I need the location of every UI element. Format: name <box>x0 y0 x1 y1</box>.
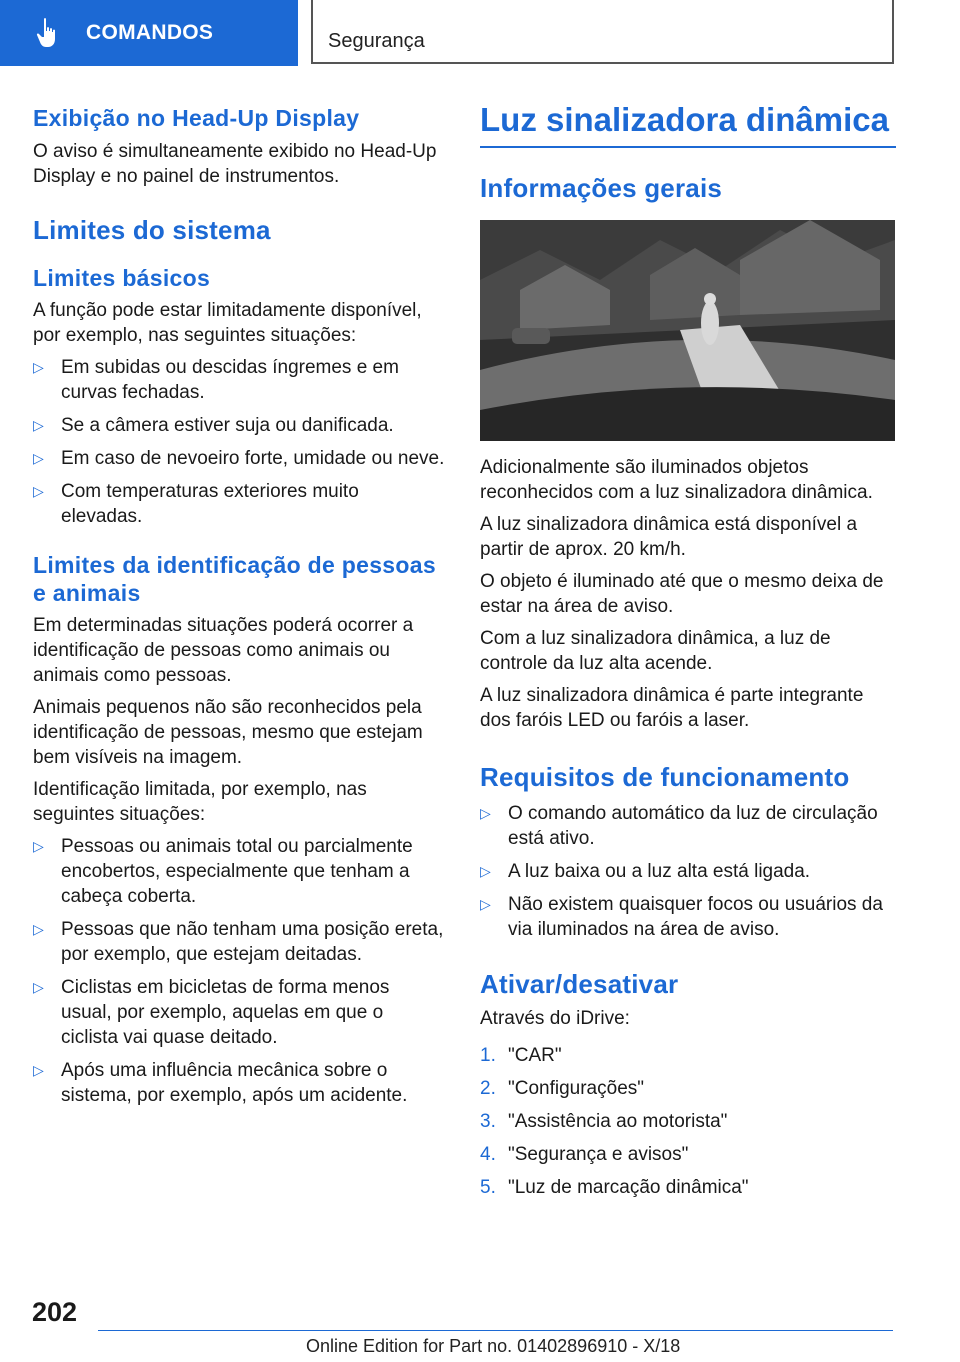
list-item: ▷ Pessoas que não tenham uma posição ereta, por exemplo, que estejam deitadas. <box>33 919 444 965</box>
basic-limits-list <box>33 355 445 529</box>
tab-comandos-label: COMANDOS <box>86 21 214 44</box>
list-item: 4. "Segurança e avisos" <box>480 1144 689 1165</box>
list-item: ▷ O comando automático da luz de circulação está ativo. <box>480 803 878 849</box>
paragraph-info-2: A luz sinalizadora dinâmica está disponível a partir de aprox. 20 km/h. <box>480 514 858 560</box>
heading-requirements: Requisitos de funcionamento <box>480 762 850 792</box>
paragraph-hud: O aviso é simultaneamente exibido no Head-Up Display e no painel de instrumentos. <box>33 141 437 187</box>
triangle-bullet-icon: ▷ <box>33 417 44 433</box>
activation-steps-list <box>480 1043 896 1200</box>
tab-comandos[interactable] <box>0 0 298 66</box>
list-item: ▷ Em caso de nevoeiro forte, umidade ou neve. <box>33 448 445 469</box>
paragraph-info-4: Com a luz sinalizadora dinâmica, a luz de controle da luz alta acende. <box>480 628 831 674</box>
page-number: 202 <box>32 1297 78 1327</box>
tab-seguranca[interactable] <box>311 0 894 64</box>
identification-limits-list <box>33 834 445 1108</box>
heading-basic-limits: Limites básicos <box>33 265 211 291</box>
list-item: 1. "CAR" <box>480 1045 562 1066</box>
heading-general-info: Informações gerais <box>480 173 723 203</box>
triangle-bullet-icon: ▷ <box>33 1062 44 1078</box>
footer-divider <box>98 1330 893 1331</box>
paragraph-ident-1: Em determinadas situações poderá ocorrer a identificação de pessoas como animais ou animais como pessoas. <box>33 615 414 686</box>
heading-hud: Exibição no Head-Up Display <box>33 105 360 131</box>
triangle-bullet-icon: ▷ <box>33 979 44 995</box>
list-item: ▷ Pessoas ou animais total ou parcialmente encobertos, especialmente que tenham a cabeça coberta. <box>33 836 413 907</box>
heading-dynamic-light: Luz sinalizadora dinâmica <box>480 101 889 138</box>
right-column <box>480 100 896 1208</box>
list-item: ▷ Se a câmera estiver suja ou danificada. <box>33 415 394 436</box>
paragraph-ident-3: Identificação limitada, por exemplo, nas seguintes situações: <box>33 779 367 825</box>
list-item: 2. "Configurações" <box>480 1078 645 1099</box>
list-item: ▷ Ciclistas em bicicletas de forma menos usual, por exemplo, aquelas em que o ciclista vai quase deitado. <box>33 977 390 1048</box>
list-item: ▷ Com temperaturas exteriores muito elevadas. <box>33 481 359 527</box>
triangle-bullet-icon: ▷ <box>33 483 44 499</box>
paragraph-info-5: A luz sinalizadora dinâmica é parte integrante dos faróis LED ou faróis a laser. <box>480 685 864 731</box>
triangle-bullet-icon: ▷ <box>33 921 44 937</box>
paragraph-ident-2: Animais pequenos não são reconhecidos pela identificação de pessoas, mesmo que estejam bem visíveis na imagem. <box>33 697 423 768</box>
hand-pointer-icon <box>36 16 66 50</box>
list-item: 5. "Luz de marcação dinâmica" <box>480 1177 749 1198</box>
list-item: ▷ Após uma influência mecânica sobre o sistema, por exemplo, após um acidente. <box>33 1060 408 1106</box>
requirements-list <box>480 801 896 942</box>
section-title: Segurança <box>328 30 425 52</box>
triangle-bullet-icon: ▷ <box>33 838 44 854</box>
list-item: ▷ A luz baixa ou a luz alta está ligada. <box>480 861 811 882</box>
heading-activate: Ativar/desativar <box>480 969 679 999</box>
heading-system-limits: Limites do sistema <box>33 215 271 245</box>
triangle-bullet-icon: ▷ <box>480 805 491 821</box>
triangle-bullet-icon: ▷ <box>33 450 44 466</box>
heading-identification-limits: Limites da identificação de pessoas e animais <box>33 552 436 606</box>
list-item: ▷ Em subidas ou descidas íngremes e em curvas fechadas. <box>33 357 399 403</box>
triangle-bullet-icon: ▷ <box>480 863 491 879</box>
page-header <box>0 0 960 66</box>
left-column <box>33 100 445 1116</box>
paragraph-activate-intro: Através do iDrive: <box>480 1008 630 1029</box>
main-heading-rule <box>480 100 896 148</box>
paragraph-basic-intro: A função pode estar limitadamente disponível, por exemplo, nas seguintes situações: <box>33 300 422 346</box>
triangle-bullet-icon: ▷ <box>33 359 44 375</box>
list-item: ▷ Não existem quaisquer focos ou usuários da via iluminados na área de aviso. <box>480 894 883 940</box>
paragraph-info-1: Adicionalmente são iluminados objetos reconhecidos com a luz sinalizadora dinâmica. <box>480 457 873 503</box>
night-road-illustration <box>480 220 895 441</box>
edition-note: Online Edition for Part no. 01402896910 - X/18 <box>306 1336 681 1356</box>
triangle-bullet-icon: ▷ <box>480 896 491 912</box>
list-item: 3. "Assistência ao motorista" <box>480 1111 728 1132</box>
paragraph-info-3: O objeto é iluminado até que o mesmo deixa de estar na área de aviso. <box>480 571 884 617</box>
